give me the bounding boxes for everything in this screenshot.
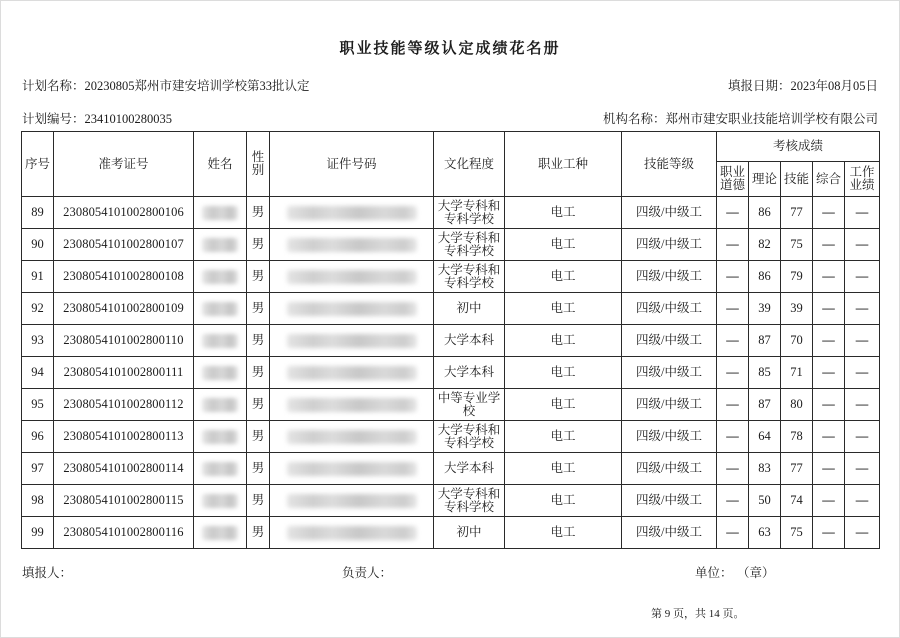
cell-skill: 39 — [781, 293, 813, 325]
redacted-id-number-cell — [270, 325, 434, 357]
cell-gender: 男 — [247, 517, 270, 549]
cell-performance: — — [845, 389, 880, 421]
cell-gender: 男 — [247, 421, 270, 453]
cell-gender: 男 — [247, 325, 270, 357]
cell-education: 大学本科 — [434, 325, 505, 357]
cell-occupation: 电工 — [505, 197, 622, 229]
cell-skill-level: 四级/中级工 — [622, 293, 717, 325]
cell-exam-no: 2308054101002800109 — [54, 293, 194, 325]
cell-gender: 男 — [247, 453, 270, 485]
redacted-id-number-cell — [270, 293, 434, 325]
redacted-id-number — [287, 398, 417, 412]
cell-performance: — — [845, 421, 880, 453]
cell-performance: — — [845, 325, 880, 357]
seal-placeholder: （章） — [737, 566, 775, 580]
redacted-name-cell — [194, 517, 247, 549]
cell-education: 大学专科和专科学校 — [434, 485, 505, 517]
cell-no: 92 — [22, 293, 54, 325]
cell-skill: 79 — [781, 261, 813, 293]
cell-theory: 87 — [749, 325, 781, 357]
cell-no: 99 — [22, 517, 54, 549]
redacted-name-cell — [194, 357, 247, 389]
redacted-id-number-cell — [270, 229, 434, 261]
redacted-id-number — [287, 270, 417, 284]
cell-education: 初中 — [434, 517, 505, 549]
header-exam-no: 准考证号 — [54, 132, 194, 197]
cell-overall: — — [813, 197, 845, 229]
cell-occupation: 电工 — [505, 293, 622, 325]
cell-skill-level: 四级/中级工 — [622, 453, 717, 485]
cell-skill: 77 — [781, 453, 813, 485]
redacted-id-number — [287, 366, 417, 380]
cell-performance: — — [845, 261, 880, 293]
redacted-name — [202, 430, 238, 444]
cell-theory: 39 — [749, 293, 781, 325]
redacted-name-cell — [194, 485, 247, 517]
redacted-id-number — [287, 238, 417, 252]
cell-gender: 男 — [247, 197, 270, 229]
header-scores-group: 考核成绩 — [717, 132, 880, 162]
cell-skill-level: 四级/中级工 — [622, 389, 717, 421]
cell-occupation: 电工 — [505, 517, 622, 549]
cell-overall: — — [813, 453, 845, 485]
cell-occupation: 电工 — [505, 453, 622, 485]
redacted-id-number-cell — [270, 389, 434, 421]
redacted-name — [202, 238, 238, 252]
cell-performance: — — [845, 293, 880, 325]
cell-education: 大学专科和专科学校 — [434, 229, 505, 261]
cell-skill-level: 四级/中级工 — [622, 517, 717, 549]
redacted-id-number-cell — [270, 517, 434, 549]
cell-exam-no: 2308054101002800106 — [54, 197, 194, 229]
table-row — [22, 229, 880, 261]
cell-gender: 男 — [247, 293, 270, 325]
cell-performance: — — [845, 229, 880, 261]
redacted-name — [202, 302, 238, 316]
cell-occupation: 电工 — [505, 389, 622, 421]
cell-occupation: 电工 — [505, 325, 622, 357]
cell-overall: — — [813, 357, 845, 389]
redacted-name — [202, 526, 238, 540]
cell-performance: — — [845, 453, 880, 485]
cell-theory: 86 — [749, 197, 781, 229]
table-body — [22, 197, 880, 549]
header-ethics: 职业道德 — [717, 162, 749, 197]
cell-no: 96 — [22, 421, 54, 453]
redacted-id-number — [287, 206, 417, 220]
cell-ethics: — — [717, 293, 749, 325]
cell-overall: — — [813, 389, 845, 421]
redacted-id-number-cell — [270, 453, 434, 485]
redacted-name-cell — [194, 261, 247, 293]
cell-exam-no: 2308054101002800113 — [54, 421, 194, 453]
header-education: 文化程度 — [434, 132, 505, 197]
cell-ethics: — — [717, 389, 749, 421]
redacted-id-number — [287, 430, 417, 444]
redacted-id-number — [287, 334, 417, 348]
cell-theory: 87 — [749, 389, 781, 421]
cell-education: 中等专业学校 — [434, 389, 505, 421]
cell-skill-level: 四级/中级工 — [622, 421, 717, 453]
redacted-name — [202, 462, 238, 476]
table-header — [22, 132, 880, 197]
cell-occupation: 电工 — [505, 261, 622, 293]
cell-exam-no: 2308054101002800110 — [54, 325, 194, 357]
redacted-name — [202, 270, 238, 284]
cell-gender: 男 — [247, 229, 270, 261]
cell-performance: — — [845, 485, 880, 517]
header-skill-level: 技能等级 — [622, 132, 717, 197]
cell-ethics: — — [717, 325, 749, 357]
cell-gender: 男 — [247, 357, 270, 389]
table-row — [22, 293, 880, 325]
cell-education: 初中 — [434, 293, 505, 325]
redacted-name — [202, 494, 238, 508]
redacted-name — [202, 206, 238, 220]
cell-ethics: — — [717, 197, 749, 229]
redacted-name-cell — [194, 229, 247, 261]
cell-occupation: 电工 — [505, 421, 622, 453]
redacted-name-cell — [194, 453, 247, 485]
cell-theory: 83 — [749, 453, 781, 485]
cell-skill-level: 四级/中级工 — [622, 485, 717, 517]
cell-no: 93 — [22, 325, 54, 357]
cell-skill-level: 四级/中级工 — [622, 197, 717, 229]
header-no: 序号 — [22, 132, 54, 197]
cell-gender: 男 — [247, 485, 270, 517]
cell-theory: 82 — [749, 229, 781, 261]
plan-number: 计划编号：23410100280035 — [22, 112, 173, 126]
cell-occupation: 电工 — [505, 357, 622, 389]
cell-exam-no: 2308054101002800115 — [54, 485, 194, 517]
cell-no: 91 — [22, 261, 54, 293]
cell-education: 大学专科和专科学校 — [434, 261, 505, 293]
organization-name: 机构名称：郑州市建安职业技能培训学校有限公司 — [602, 112, 878, 126]
redacted-id-number — [287, 494, 417, 508]
cell-overall: — — [813, 261, 845, 293]
cell-exam-no: 2308054101002800108 — [54, 261, 194, 293]
redacted-name-cell — [194, 325, 247, 357]
header-overall: 综合 — [813, 162, 845, 197]
header-gender: 性别 — [247, 132, 270, 197]
cell-occupation: 电工 — [505, 485, 622, 517]
cell-overall: — — [813, 229, 845, 261]
cell-ethics: — — [717, 421, 749, 453]
table-row — [22, 389, 880, 421]
cell-skill: 77 — [781, 197, 813, 229]
table-row — [22, 357, 880, 389]
redacted-name — [202, 334, 238, 348]
cell-performance: — — [845, 357, 880, 389]
cell-performance: — — [845, 197, 880, 229]
fill-date: 填报日期：2023年08月05日 — [727, 79, 878, 93]
cell-skill-level: 四级/中级工 — [622, 325, 717, 357]
header-theory: 理论 — [749, 162, 781, 197]
cell-skill: 70 — [781, 325, 813, 357]
cell-education: 大学专科和专科学校 — [434, 197, 505, 229]
cell-education: 大学专科和专科学校 — [434, 421, 505, 453]
cell-ethics: — — [717, 517, 749, 549]
cell-ethics: — — [717, 357, 749, 389]
cell-ethics: — — [717, 261, 749, 293]
filler-label: 填报人： — [22, 566, 73, 580]
document-title: 职业技能等级认定成绩花名册 — [339, 39, 561, 57]
cell-exam-no: 2308054101002800112 — [54, 389, 194, 421]
cell-theory: 64 — [749, 421, 781, 453]
table-row — [22, 197, 880, 229]
plan-name: 计划名称：20230805郑州市建安培训学校第33批认定 — [22, 79, 310, 93]
cell-gender: 男 — [247, 261, 270, 293]
redacted-id-number-cell — [270, 485, 434, 517]
redacted-name-cell — [194, 421, 247, 453]
cell-ethics: — — [717, 453, 749, 485]
cell-gender: 男 — [247, 389, 270, 421]
manager-label: 负责人： — [342, 566, 393, 580]
cell-education: 大学本科 — [434, 357, 505, 389]
redacted-id-number-cell — [270, 261, 434, 293]
cell-no: 97 — [22, 453, 54, 485]
table-row — [22, 325, 880, 357]
header-id-number: 证件号码 — [270, 132, 434, 197]
redacted-id-number-cell — [270, 357, 434, 389]
cell-performance: — — [845, 517, 880, 549]
redacted-id-number — [287, 302, 417, 316]
cell-theory: 50 — [749, 485, 781, 517]
cell-skill: 75 — [781, 229, 813, 261]
cell-skill-level: 四级/中级工 — [622, 229, 717, 261]
redacted-name — [202, 366, 238, 380]
cell-exam-no: 2308054101002800107 — [54, 229, 194, 261]
unit-label: 单位： — [695, 566, 733, 580]
cell-exam-no: 2308054101002800116 — [54, 517, 194, 549]
cell-no: 94 — [22, 357, 54, 389]
cell-exam-no: 2308054101002800114 — [54, 453, 194, 485]
cell-skill-level: 四级/中级工 — [622, 357, 717, 389]
table-row — [22, 421, 880, 453]
cell-theory: 63 — [749, 517, 781, 549]
cell-skill: 71 — [781, 357, 813, 389]
cell-overall: — — [813, 485, 845, 517]
cell-no: 90 — [22, 229, 54, 261]
cell-education: 大学本科 — [434, 453, 505, 485]
cell-ethics: — — [717, 229, 749, 261]
cell-overall: — — [813, 293, 845, 325]
cell-theory: 86 — [749, 261, 781, 293]
table-row — [22, 453, 880, 485]
cell-exam-no: 2308054101002800111 — [54, 357, 194, 389]
header-name: 姓名 — [194, 132, 247, 197]
cell-occupation: 电工 — [505, 229, 622, 261]
cell-skill: 74 — [781, 485, 813, 517]
redacted-name — [202, 398, 238, 412]
cell-skill-level: 四级/中级工 — [622, 261, 717, 293]
cell-overall: — — [813, 325, 845, 357]
redacted-id-number-cell — [270, 197, 434, 229]
cell-ethics: — — [717, 485, 749, 517]
cell-theory: 85 — [749, 357, 781, 389]
table-row — [22, 261, 880, 293]
cell-no: 98 — [22, 485, 54, 517]
redacted-name-cell — [194, 389, 247, 421]
cell-overall: — — [813, 421, 845, 453]
score-roster-table — [21, 131, 880, 549]
cell-no: 95 — [22, 389, 54, 421]
table-row — [22, 485, 880, 517]
cell-skill: 75 — [781, 517, 813, 549]
redacted-id-number — [287, 462, 417, 476]
cell-skill: 78 — [781, 421, 813, 453]
page-number: 第 9 页，共 14 页。 — [651, 608, 745, 620]
header-occupation: 职业工种 — [505, 132, 622, 197]
redacted-name-cell — [194, 197, 247, 229]
cell-overall: — — [813, 517, 845, 549]
header-performance: 工作业绩 — [845, 162, 880, 197]
redacted-id-number — [287, 526, 417, 540]
redacted-name-cell — [194, 293, 247, 325]
cell-skill: 80 — [781, 389, 813, 421]
table-row — [22, 517, 880, 549]
redacted-id-number-cell — [270, 421, 434, 453]
header-skill: 技能 — [781, 162, 813, 197]
cell-no: 89 — [22, 197, 54, 229]
